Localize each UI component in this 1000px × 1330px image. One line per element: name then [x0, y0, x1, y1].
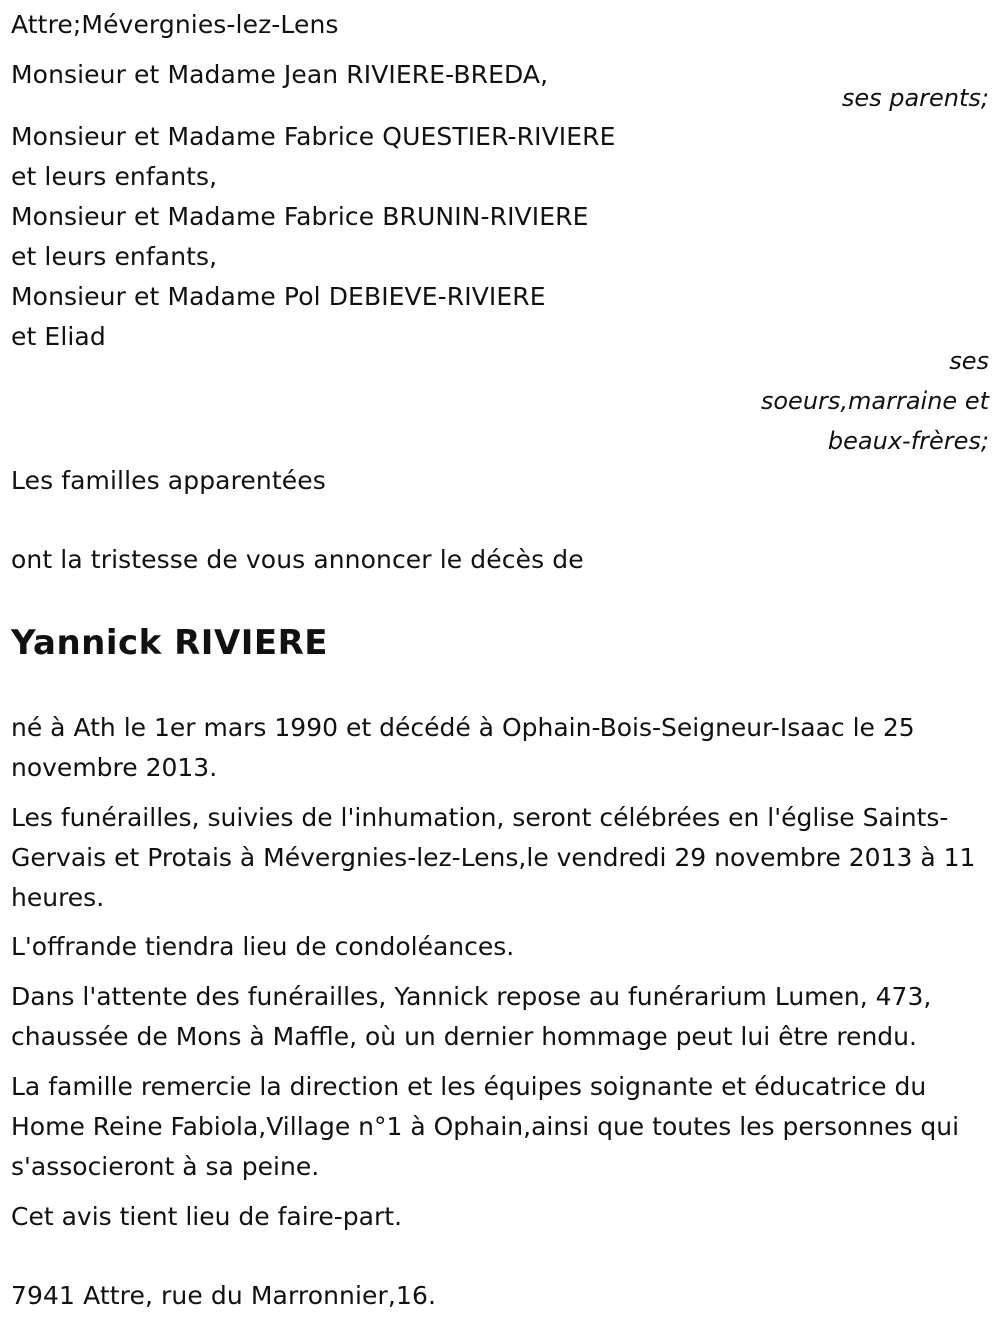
address-footer: 7941 Attre, rue du Marronnier,16. — [11, 1281, 437, 1310]
sibling-line-3: Monsieur et Madame Fabrice BRUNIN-RIVIERE — [11, 202, 589, 231]
birth-death-paragraph: né à Ath le 1er mars 1990 et décédé à Ophain-Bois-Seigneur-Isaac le 25 novembre 2013. — [11, 713, 915, 782]
parents-line: Monsieur et Madame Jean RIVIERE-BREDA, — [11, 60, 549, 89]
repose-paragraph: Dans l'attente des funérailles, Yannick repose au funérarium Lumen, 473, chaussée de Mons à Maffle, où un dernier hommage peut lui être rendu. — [11, 982, 932, 1051]
siblings-role-line-2: soeurs,marraine et — [760, 387, 989, 415]
thanks-paragraph: La famille remercie la direction et les équipes soignante et éducatrice du Home Reine Fabiola,Village n°1 à Ophain,ainsi que toutes les personnes qui s'associeront à sa peine. — [11, 1072, 960, 1181]
related-families: Les familles apparentées — [11, 466, 326, 495]
parents-role: ses parents; — [841, 84, 989, 112]
announcement-intro: ont la tristesse de vous annoncer le décès de — [11, 545, 584, 574]
siblings-role-line-3: beaux-frères; — [827, 427, 989, 455]
place-header: Attre;Mévergnies-lez-Lens — [11, 10, 339, 39]
sibling-line-2: et leurs enfants, — [11, 162, 218, 191]
sibling-line-5: Monsieur et Madame Pol DEBIEVE-RIVIERE — [11, 282, 546, 311]
funeral-paragraph: Les funérailles, suivies de l'inhumation, seront célébrées en l'église Saints-Gervais et Protais à Mévergnies-lez-Lens,le vendredi 29 novembre 2013 à 11 heures. — [11, 803, 976, 912]
siblings-role-line-1: ses — [949, 347, 989, 375]
sibling-line-4: et leurs enfants, — [11, 242, 218, 271]
deceased-name: Yannick RIVIERE — [11, 623, 329, 663]
sibling-line-6: et Eliad — [11, 322, 106, 351]
notice-paragraph: Cet avis tient lieu de faire-part. — [11, 1202, 403, 1231]
sibling-line-1: Monsieur et Madame Fabrice QUESTIER-RIVIERE — [11, 122, 616, 151]
offering-paragraph: L'offrande tiendra lieu de condoléances. — [11, 932, 515, 961]
